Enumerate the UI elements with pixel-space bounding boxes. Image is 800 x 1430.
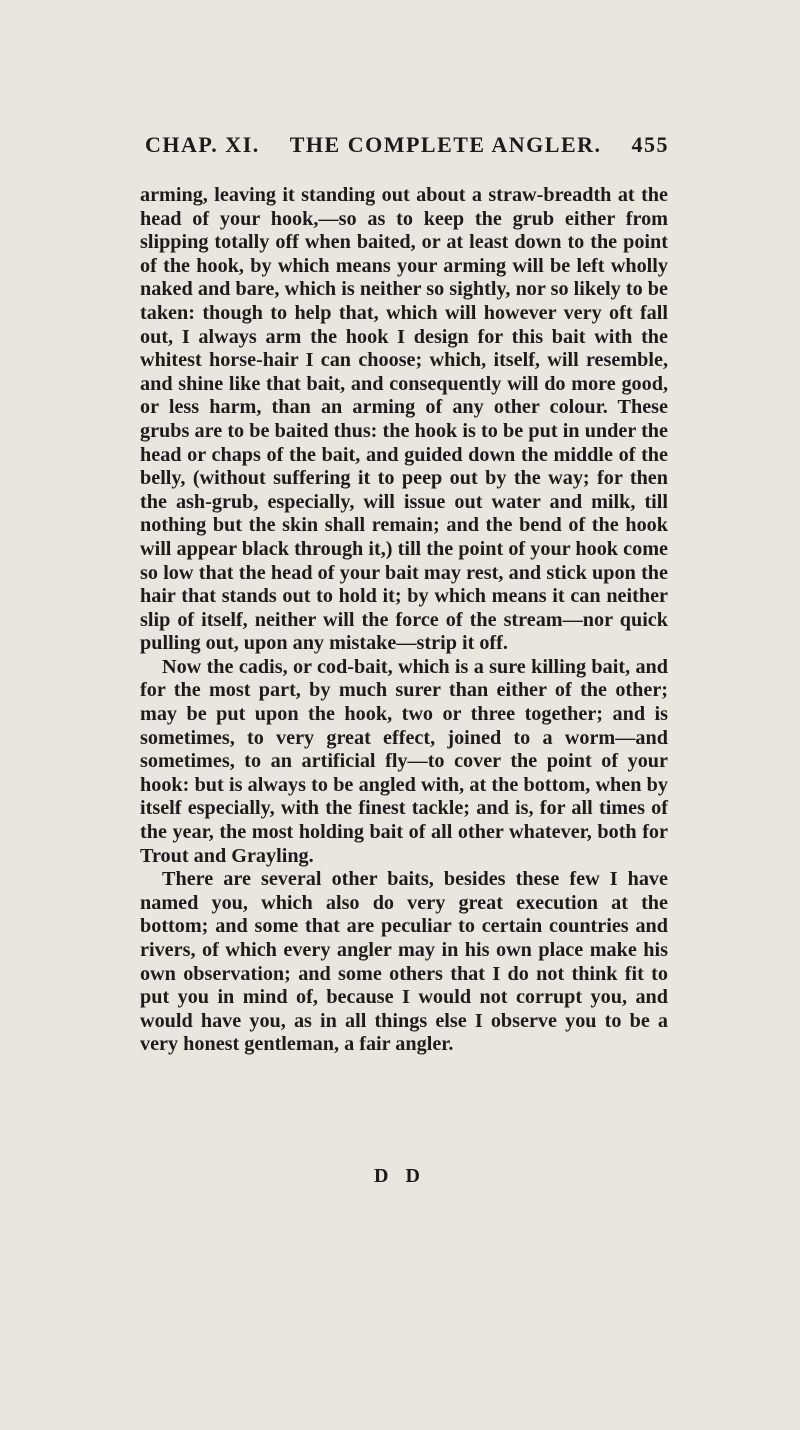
page-number: 455 — [631, 132, 669, 157]
body-text — [140, 184, 668, 1057]
paragraph: Now the cadis, or cod-bait, which is a sure killing bait, and for the most part, by much surer than either of the other; may be put upon the hook, two or three together; and is sometimes, to very great effect, joined to a worm—and sometimes, to an artificial fly—to cover the point of your hook: but is always to be angled with, at the bottom, when by itself especially, with the finest tackle; and is, for all times of the year, the most holding bait of all other whatever, both for Trout and Grayling. — [140, 655, 668, 867]
paragraph: arming, leaving it standing out about a straw-breadth at the head of your hook,—so as to keep the grub either from slipping totally off when baited, or at least down to the point of the hook, by which means your arming will be left wholly naked and bare, which is neither so sightly, nor so likely to be taken: though to help that, which will however very oft fall out, I always arm the hook I design for this bait with the whitest horse-hair I can choose; which, itself, will resemble, and shine like that bait, and consequently will do more good, or less harm, than an arming of any other colour. These grubs are to be baited thus: the hook is to be put in under the head or chaps of the bait, and guided down the middle of the belly, (without suffering it to peep out by the way; for then the ash-grub, especially, will issue out water and milk, till nothing but the skin shall remain; and the bend of the hook will appear black through it,) till the point of your hook come so low that the head of your bait may rest, and stick upon the hair that stands out to hold it; by which means it can neither slip of itself, neither will the force of the stream—nor quick pulling out, upon any mistake—strip it off. — [140, 184, 668, 655]
signature-mark: D D — [374, 1165, 426, 1187]
chapter-label: CHAP. XI. — [145, 132, 260, 157]
paragraph: There are several other baits, besides these few I have named you, which also do very great execution at the bottom; and some that are peculiar to certain countries and rivers, of which every angler may in his own place make his own observation; and some others that I do not think fit to put you in mind of, because I would not corrupt you, and would have you, as in all things else I observe you to be a very honest gentleman, a fair angler. — [140, 868, 668, 1056]
running-head — [145, 132, 669, 166]
book-title: THE COMPLETE ANGLER. — [289, 132, 602, 157]
